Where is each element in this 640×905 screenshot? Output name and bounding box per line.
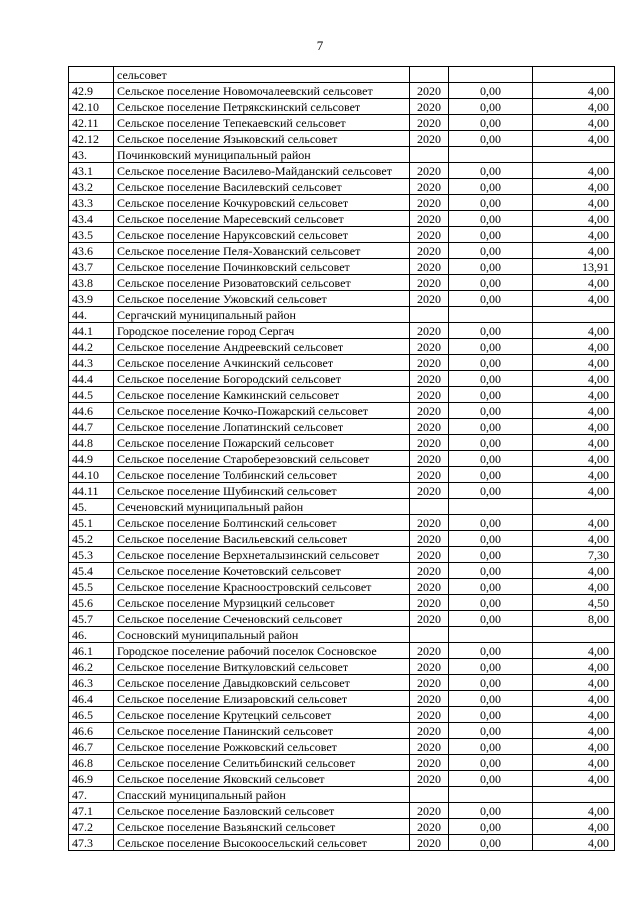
row-number-cell: 44.5 bbox=[69, 387, 114, 403]
value-1-cell: 0,00 bbox=[449, 99, 533, 115]
value-2-cell: 4,00 bbox=[533, 483, 615, 499]
value-2-cell bbox=[533, 147, 615, 163]
value-2-cell bbox=[533, 627, 615, 643]
table-row bbox=[69, 579, 615, 595]
row-number-cell: 44.9 bbox=[69, 451, 114, 467]
row-number-cell: 46.9 bbox=[69, 771, 114, 787]
year-cell bbox=[410, 499, 449, 515]
settlement-name-cell: Сельское поселение Васильевский сельсовет bbox=[114, 531, 410, 547]
row-number-cell: 43.8 bbox=[69, 275, 114, 291]
table-row bbox=[69, 291, 615, 307]
value-2-cell: 4,00 bbox=[533, 83, 615, 99]
row-number-cell: 44.1 bbox=[69, 323, 114, 339]
value-1-cell: 0,00 bbox=[449, 403, 533, 419]
settlement-name-cell: Сельское поселение Яковский сельсовет bbox=[114, 771, 410, 787]
table-row bbox=[69, 499, 615, 515]
year-cell: 2020 bbox=[410, 419, 449, 435]
value-2-cell: 4,00 bbox=[533, 211, 615, 227]
table-row bbox=[69, 307, 615, 323]
year-cell: 2020 bbox=[410, 675, 449, 691]
year-cell: 2020 bbox=[410, 515, 449, 531]
row-number-cell: 44.8 bbox=[69, 435, 114, 451]
row-number-cell: 45. bbox=[69, 499, 114, 515]
table-body bbox=[69, 67, 615, 851]
table-row bbox=[69, 419, 615, 435]
settlement-name-cell: Сельское поселение Сеченовский сельсовет bbox=[114, 611, 410, 627]
value-2-cell: 4,50 bbox=[533, 595, 615, 611]
row-number-cell: 42.10 bbox=[69, 99, 114, 115]
value-2-cell: 4,00 bbox=[533, 131, 615, 147]
value-1-cell: 0,00 bbox=[449, 643, 533, 659]
table-row bbox=[69, 515, 615, 531]
year-cell: 2020 bbox=[410, 227, 449, 243]
table-row bbox=[69, 131, 615, 147]
year-cell: 2020 bbox=[410, 83, 449, 99]
year-cell: 2020 bbox=[410, 163, 449, 179]
table-row bbox=[69, 739, 615, 755]
value-2-cell: 4,00 bbox=[533, 467, 615, 483]
value-1-cell: 0,00 bbox=[449, 243, 533, 259]
table-row bbox=[69, 595, 615, 611]
row-number-cell: 46. bbox=[69, 627, 114, 643]
table-row bbox=[69, 803, 615, 819]
value-2-cell: 4,00 bbox=[533, 659, 615, 675]
value-2-cell: 4,00 bbox=[533, 291, 615, 307]
value-1-cell: 0,00 bbox=[449, 723, 533, 739]
year-cell: 2020 bbox=[410, 179, 449, 195]
value-1-cell: 0,00 bbox=[449, 691, 533, 707]
value-2-cell: 4,00 bbox=[533, 115, 615, 131]
value-2-cell: 4,00 bbox=[533, 179, 615, 195]
table-row bbox=[69, 611, 615, 627]
year-cell: 2020 bbox=[410, 531, 449, 547]
value-1-cell: 0,00 bbox=[449, 115, 533, 131]
row-number-cell: 45.4 bbox=[69, 563, 114, 579]
year-cell: 2020 bbox=[410, 723, 449, 739]
value-2-cell: 4,00 bbox=[533, 323, 615, 339]
row-number-cell: 47.1 bbox=[69, 803, 114, 819]
row-number-cell: 43. bbox=[69, 147, 114, 163]
year-cell: 2020 bbox=[410, 771, 449, 787]
table-row bbox=[69, 179, 615, 195]
table-row bbox=[69, 627, 615, 643]
value-1-cell: 0,00 bbox=[449, 483, 533, 499]
value-1-cell: 0,00 bbox=[449, 563, 533, 579]
row-number-cell: 43.5 bbox=[69, 227, 114, 243]
value-2-cell: 4,00 bbox=[533, 243, 615, 259]
value-1-cell: 0,00 bbox=[449, 659, 533, 675]
value-1-cell: 0,00 bbox=[449, 291, 533, 307]
settlement-name-cell: Сельское поселение Болтинский сельсовет bbox=[114, 515, 410, 531]
settlement-name-cell: Сельское поселение Кочко-Пожарский сельсовет bbox=[114, 403, 410, 419]
table-row bbox=[69, 371, 615, 387]
row-number-cell: 43.4 bbox=[69, 211, 114, 227]
settlement-name-cell: Сельское поселение Староберезовский сельсовет bbox=[114, 451, 410, 467]
settlement-name-cell: Сельское поселение Тепекаевский сельсовет bbox=[114, 115, 410, 131]
year-cell: 2020 bbox=[410, 99, 449, 115]
settlement-name-cell: Сеченовский муниципальный район bbox=[114, 499, 410, 515]
settlement-name-cell: Сельское поселение Ризоватовский сельсовет bbox=[114, 275, 410, 291]
value-2-cell: 4,00 bbox=[533, 675, 615, 691]
settlement-name-cell: Сельское поселение Новомочалеевский сельсовет bbox=[114, 83, 410, 99]
year-cell: 2020 bbox=[410, 243, 449, 259]
value-1-cell bbox=[449, 67, 533, 83]
value-2-cell: 4,00 bbox=[533, 739, 615, 755]
value-1-cell bbox=[449, 787, 533, 803]
value-2-cell bbox=[533, 67, 615, 83]
value-1-cell: 0,00 bbox=[449, 771, 533, 787]
value-1-cell: 0,00 bbox=[449, 339, 533, 355]
table-row bbox=[69, 243, 615, 259]
settlement-name-cell: Сельское поселение Рожковский сельсовет bbox=[114, 739, 410, 755]
row-number-cell: 44.2 bbox=[69, 339, 114, 355]
table-row bbox=[69, 99, 615, 115]
value-1-cell: 0,00 bbox=[449, 131, 533, 147]
table-row bbox=[69, 435, 615, 451]
year-cell: 2020 bbox=[410, 131, 449, 147]
settlement-name-cell: Сельское поселение Языковский сельсовет bbox=[114, 131, 410, 147]
year-cell: 2020 bbox=[410, 115, 449, 131]
value-2-cell: 4,00 bbox=[533, 99, 615, 115]
settlement-name-cell: Сельское поселение Пеля-Хованский сельсовет bbox=[114, 243, 410, 259]
table-row bbox=[69, 275, 615, 291]
table-row bbox=[69, 675, 615, 691]
table-row bbox=[69, 787, 615, 803]
settlement-name-cell: Сельское поселение Маресевский сельсовет bbox=[114, 211, 410, 227]
value-1-cell: 0,00 bbox=[449, 467, 533, 483]
year-cell: 2020 bbox=[410, 291, 449, 307]
table-row bbox=[69, 547, 615, 563]
table-row bbox=[69, 339, 615, 355]
value-1-cell bbox=[449, 147, 533, 163]
year-cell: 2020 bbox=[410, 323, 449, 339]
value-1-cell: 0,00 bbox=[449, 451, 533, 467]
row-number-cell bbox=[69, 67, 114, 83]
row-number-cell: 44.11 bbox=[69, 483, 114, 499]
row-number-cell: 46.8 bbox=[69, 755, 114, 771]
settlement-name-cell: Сельское поселение Василевский сельсовет bbox=[114, 179, 410, 195]
year-cell: 2020 bbox=[410, 691, 449, 707]
settlement-name-cell: Сельское поселение Елизаровский сельсовет bbox=[114, 691, 410, 707]
value-2-cell: 4,00 bbox=[533, 387, 615, 403]
row-number-cell: 45.1 bbox=[69, 515, 114, 531]
year-cell: 2020 bbox=[410, 803, 449, 819]
value-1-cell: 0,00 bbox=[449, 515, 533, 531]
settlement-name-cell: Городское поселение рабочий поселок Сосновское bbox=[114, 643, 410, 659]
value-1-cell: 0,00 bbox=[449, 259, 533, 275]
page-number: 7 bbox=[316, 38, 324, 53]
year-cell: 2020 bbox=[410, 547, 449, 563]
value-1-cell: 0,00 bbox=[449, 163, 533, 179]
year-cell bbox=[410, 147, 449, 163]
year-cell: 2020 bbox=[410, 739, 449, 755]
value-2-cell: 4,00 bbox=[533, 403, 615, 419]
table-row bbox=[69, 387, 615, 403]
row-number-cell: 47. bbox=[69, 787, 114, 803]
year-cell: 2020 bbox=[410, 707, 449, 723]
value-2-cell: 4,00 bbox=[533, 435, 615, 451]
value-1-cell: 0,00 bbox=[449, 579, 533, 595]
year-cell bbox=[410, 787, 449, 803]
value-2-cell: 4,00 bbox=[533, 819, 615, 835]
row-number-cell: 45.6 bbox=[69, 595, 114, 611]
settlement-name-cell: Сельское поселение Панинский сельсовет bbox=[114, 723, 410, 739]
year-cell: 2020 bbox=[410, 435, 449, 451]
year-cell: 2020 bbox=[410, 371, 449, 387]
value-1-cell: 0,00 bbox=[449, 435, 533, 451]
value-1-cell bbox=[449, 627, 533, 643]
table-row bbox=[69, 659, 615, 675]
settlement-name-cell: Сельское поселение Толбинский сельсовет bbox=[114, 467, 410, 483]
year-cell: 2020 bbox=[410, 659, 449, 675]
value-1-cell: 0,00 bbox=[449, 595, 533, 611]
settlement-name-cell: Сельское поселение Богородский сельсовет bbox=[114, 371, 410, 387]
value-2-cell: 4,00 bbox=[533, 755, 615, 771]
value-2-cell: 4,00 bbox=[533, 163, 615, 179]
settlement-name-cell: Сельское поселение Камкинский сельсовет bbox=[114, 387, 410, 403]
year-cell: 2020 bbox=[410, 483, 449, 499]
value-2-cell bbox=[533, 787, 615, 803]
settlement-name-cell: Сельское поселение Шубинский сельсовет bbox=[114, 483, 410, 499]
year-cell: 2020 bbox=[410, 835, 449, 851]
table-row bbox=[69, 451, 615, 467]
value-2-cell: 4,00 bbox=[533, 339, 615, 355]
table-row bbox=[69, 835, 615, 851]
row-number-cell: 46.1 bbox=[69, 643, 114, 659]
year-cell: 2020 bbox=[410, 403, 449, 419]
settlement-name-cell: Сельское поселение Ачкинский сельсовет bbox=[114, 355, 410, 371]
value-2-cell: 4,00 bbox=[533, 275, 615, 291]
value-1-cell: 0,00 bbox=[449, 675, 533, 691]
settlement-name-cell: Сельское поселение Мурзицкий сельсовет bbox=[114, 595, 410, 611]
table-row bbox=[69, 227, 615, 243]
value-1-cell: 0,00 bbox=[449, 275, 533, 291]
value-2-cell bbox=[533, 307, 615, 323]
year-cell: 2020 bbox=[410, 259, 449, 275]
value-1-cell: 0,00 bbox=[449, 547, 533, 563]
row-number-cell: 44.4 bbox=[69, 371, 114, 387]
row-number-cell: 46.7 bbox=[69, 739, 114, 755]
settlement-name-cell: сельсовет bbox=[114, 67, 410, 83]
value-1-cell: 0,00 bbox=[449, 611, 533, 627]
year-cell: 2020 bbox=[410, 611, 449, 627]
row-number-cell: 42.12 bbox=[69, 131, 114, 147]
value-2-cell: 4,00 bbox=[533, 803, 615, 819]
value-2-cell: 4,00 bbox=[533, 835, 615, 851]
table-row bbox=[69, 691, 615, 707]
table-row bbox=[69, 355, 615, 371]
row-number-cell: 44.3 bbox=[69, 355, 114, 371]
table-row bbox=[69, 195, 615, 211]
table-row bbox=[69, 83, 615, 99]
year-cell: 2020 bbox=[410, 643, 449, 659]
year-cell: 2020 bbox=[410, 211, 449, 227]
value-2-cell: 4,00 bbox=[533, 451, 615, 467]
value-1-cell: 0,00 bbox=[449, 739, 533, 755]
settlement-name-cell: Сельское поселение Наруксовский сельсовет bbox=[114, 227, 410, 243]
year-cell: 2020 bbox=[410, 755, 449, 771]
value-1-cell: 0,00 bbox=[449, 179, 533, 195]
value-2-cell: 4,00 bbox=[533, 419, 615, 435]
settlement-name-cell: Сельское поселение Селитьбинский сельсовет bbox=[114, 755, 410, 771]
settlement-name-cell: Сельское поселение Виткуловский сельсовет bbox=[114, 659, 410, 675]
settlement-name-cell: Сельское поселение Базловский сельсовет bbox=[114, 803, 410, 819]
table-row bbox=[69, 163, 615, 179]
value-2-cell: 4,00 bbox=[533, 771, 615, 787]
table-row bbox=[69, 563, 615, 579]
value-2-cell: 4,00 bbox=[533, 691, 615, 707]
value-1-cell: 0,00 bbox=[449, 707, 533, 723]
year-cell: 2020 bbox=[410, 451, 449, 467]
row-number-cell: 44. bbox=[69, 307, 114, 323]
table-row bbox=[69, 467, 615, 483]
settlement-name-cell: Сельское поселение Починковский сельсовет bbox=[114, 259, 410, 275]
year-cell bbox=[410, 627, 449, 643]
value-2-cell: 4,00 bbox=[533, 531, 615, 547]
value-1-cell: 0,00 bbox=[449, 227, 533, 243]
row-number-cell: 45.7 bbox=[69, 611, 114, 627]
value-1-cell: 0,00 bbox=[449, 83, 533, 99]
value-2-cell: 4,00 bbox=[533, 515, 615, 531]
value-2-cell: 4,00 bbox=[533, 371, 615, 387]
settlement-name-cell: Сельское поселение Кочетовский сельсовет bbox=[114, 563, 410, 579]
value-2-cell: 4,00 bbox=[533, 579, 615, 595]
value-2-cell: 7,30 bbox=[533, 547, 615, 563]
row-number-cell: 43.2 bbox=[69, 179, 114, 195]
settlement-name-cell: Починковский муниципальный район bbox=[114, 147, 410, 163]
settlement-name-cell: Сосновский муниципальный район bbox=[114, 627, 410, 643]
year-cell: 2020 bbox=[410, 579, 449, 595]
settlement-name-cell: Сельское поселение Ужовский сельсовет bbox=[114, 291, 410, 307]
row-number-cell: 45.2 bbox=[69, 531, 114, 547]
year-cell: 2020 bbox=[410, 195, 449, 211]
row-number-cell: 42.11 bbox=[69, 115, 114, 131]
settlement-name-cell: Спасский муниципальный район bbox=[114, 787, 410, 803]
settlement-name-cell: Сельское поселение Давыдковский сельсовет bbox=[114, 675, 410, 691]
table-row bbox=[69, 707, 615, 723]
year-cell: 2020 bbox=[410, 387, 449, 403]
table-row bbox=[69, 403, 615, 419]
row-number-cell: 46.3 bbox=[69, 675, 114, 691]
value-1-cell bbox=[449, 499, 533, 515]
settlement-name-cell: Сельское поселение Петрякскинский сельсовет bbox=[114, 99, 410, 115]
value-2-cell: 4,00 bbox=[533, 227, 615, 243]
year-cell: 2020 bbox=[410, 339, 449, 355]
value-1-cell: 0,00 bbox=[449, 419, 533, 435]
row-number-cell: 43.6 bbox=[69, 243, 114, 259]
settlement-name-cell: Сельское поселение Кочкуровский сельсовет bbox=[114, 195, 410, 211]
settlement-name-cell: Сельское поселение Красноостровский сельсовет bbox=[114, 579, 410, 595]
row-number-cell: 43.1 bbox=[69, 163, 114, 179]
settlement-name-cell: Сельское поселение Лопатинский сельсовет bbox=[114, 419, 410, 435]
row-number-cell: 47.3 bbox=[69, 835, 114, 851]
value-1-cell: 0,00 bbox=[449, 323, 533, 339]
value-2-cell bbox=[533, 499, 615, 515]
value-2-cell: 13,91 bbox=[533, 259, 615, 275]
value-1-cell: 0,00 bbox=[449, 803, 533, 819]
settlement-name-cell: Сельское поселение Василево-Майданский сельсовет bbox=[114, 163, 410, 179]
value-1-cell: 0,00 bbox=[449, 531, 533, 547]
row-number-cell: 45.5 bbox=[69, 579, 114, 595]
table-row bbox=[69, 211, 615, 227]
row-number-cell: 45.3 bbox=[69, 547, 114, 563]
value-1-cell: 0,00 bbox=[449, 387, 533, 403]
table-row bbox=[69, 115, 615, 131]
settlement-name-cell: Сельское поселение Пожарский сельсовет bbox=[114, 435, 410, 451]
value-1-cell: 0,00 bbox=[449, 355, 533, 371]
table-row bbox=[69, 531, 615, 547]
year-cell: 2020 bbox=[410, 595, 449, 611]
table-row bbox=[69, 67, 615, 83]
value-1-cell: 0,00 bbox=[449, 195, 533, 211]
settlement-name-cell: Сергачский муниципальный район bbox=[114, 307, 410, 323]
table-row bbox=[69, 483, 615, 499]
value-1-cell: 0,00 bbox=[449, 371, 533, 387]
year-cell bbox=[410, 307, 449, 323]
value-2-cell: 4,00 bbox=[533, 195, 615, 211]
row-number-cell: 46.5 bbox=[69, 707, 114, 723]
value-1-cell: 0,00 bbox=[449, 819, 533, 835]
row-number-cell: 46.6 bbox=[69, 723, 114, 739]
settlement-name-cell: Сельское поселение Высокоосельский сельсовет bbox=[114, 835, 410, 851]
value-2-cell: 8,00 bbox=[533, 611, 615, 627]
table-row bbox=[69, 771, 615, 787]
value-2-cell: 4,00 bbox=[533, 643, 615, 659]
year-cell bbox=[410, 67, 449, 83]
row-number-cell: 44.6 bbox=[69, 403, 114, 419]
year-cell: 2020 bbox=[410, 275, 449, 291]
row-number-cell: 47.2 bbox=[69, 819, 114, 835]
value-2-cell: 4,00 bbox=[533, 707, 615, 723]
value-1-cell: 0,00 bbox=[449, 835, 533, 851]
row-number-cell: 43.7 bbox=[69, 259, 114, 275]
settlement-name-cell: Сельское поселение Верхнеталызинский сельсовет bbox=[114, 547, 410, 563]
table-row bbox=[69, 643, 615, 659]
settlements-table bbox=[68, 66, 615, 851]
table-row bbox=[69, 755, 615, 771]
row-number-cell: 44.7 bbox=[69, 419, 114, 435]
row-number-cell: 43.3 bbox=[69, 195, 114, 211]
year-cell: 2020 bbox=[410, 563, 449, 579]
value-2-cell: 4,00 bbox=[533, 723, 615, 739]
settlement-name-cell: Сельское поселение Андреевский сельсовет bbox=[114, 339, 410, 355]
table-row bbox=[69, 723, 615, 739]
row-number-cell: 43.9 bbox=[69, 291, 114, 307]
row-number-cell: 42.9 bbox=[69, 83, 114, 99]
value-2-cell: 4,00 bbox=[533, 355, 615, 371]
table-row bbox=[69, 147, 615, 163]
value-2-cell: 4,00 bbox=[533, 563, 615, 579]
row-number-cell: 46.4 bbox=[69, 691, 114, 707]
year-cell: 2020 bbox=[410, 819, 449, 835]
settlement-name-cell: Городское поселение город Сергач bbox=[114, 323, 410, 339]
row-number-cell: 46.2 bbox=[69, 659, 114, 675]
value-1-cell: 0,00 bbox=[449, 211, 533, 227]
table-row bbox=[69, 819, 615, 835]
year-cell: 2020 bbox=[410, 355, 449, 371]
settlement-name-cell: Сельское поселение Крутецкий сельсовет bbox=[114, 707, 410, 723]
settlement-name-cell: Сельское поселение Вазьянский сельсовет bbox=[114, 819, 410, 835]
row-number-cell: 44.10 bbox=[69, 467, 114, 483]
value-1-cell: 0,00 bbox=[449, 755, 533, 771]
value-1-cell bbox=[449, 307, 533, 323]
year-cell: 2020 bbox=[410, 467, 449, 483]
table-row bbox=[69, 323, 615, 339]
table-row bbox=[69, 259, 615, 275]
